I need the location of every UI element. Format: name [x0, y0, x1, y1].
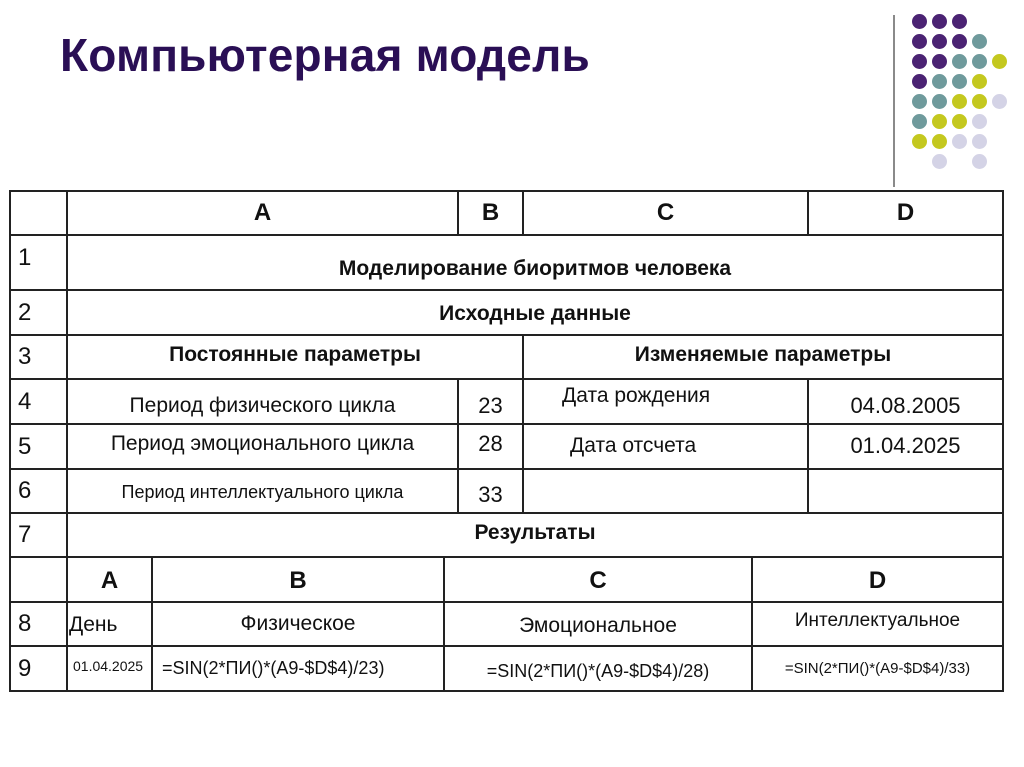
row-number: 9 — [18, 654, 32, 682]
results-col-header-d: D — [868, 567, 887, 594]
intellectual-label: Интеллектуальное — [794, 610, 961, 631]
results-label: Результаты — [474, 521, 596, 544]
day-label: День — [69, 613, 118, 636]
results-col-header-c: C — [589, 567, 607, 594]
row-number: 6 — [18, 477, 32, 504]
emotional-cycle-value: 28 — [478, 431, 503, 456]
decor-dot — [932, 14, 947, 29]
row-number: 4 — [18, 387, 32, 415]
row-number: 1 — [18, 244, 32, 271]
row-number: 5 — [18, 432, 32, 460]
decor-dot — [932, 74, 947, 89]
decor-dot — [972, 134, 987, 149]
intellectual-formula: =SIN(2*ПИ()*(A9-$D$4)/33) — [784, 659, 971, 677]
intellectual-cycle-value: 33 — [478, 482, 503, 507]
decor-dot — [932, 154, 947, 169]
decor-dot — [912, 74, 927, 89]
col-header-a: A — [253, 199, 272, 226]
birth-date-value: 04.08.2005 — [850, 393, 961, 418]
decor-dot — [952, 114, 967, 129]
decor-dot — [972, 34, 987, 49]
decor-dot — [952, 74, 967, 89]
decor-dot — [932, 94, 947, 109]
spreadsheet-table — [9, 190, 1004, 692]
reference-date-label: Дата отсчета — [570, 434, 697, 457]
row-number: 8 — [18, 610, 32, 637]
decor-dot — [972, 74, 987, 89]
decor-dot — [912, 14, 927, 29]
row-number: 7 — [18, 521, 32, 548]
col-header-d: D — [896, 199, 915, 226]
empty-cell-d6 — [808, 469, 1003, 513]
row-number: 2 — [18, 298, 32, 326]
decor-dot — [952, 94, 967, 109]
emotional-formula: =SIN(2*ПИ()*(A9-$D$4)/28) — [486, 660, 710, 681]
decor-dot — [992, 54, 1007, 69]
decor-dot — [932, 34, 947, 49]
page-title: Компьютерная модель — [60, 29, 590, 81]
physical-cycle-value: 23 — [478, 393, 503, 418]
day-value: 01.04.2025 — [73, 658, 144, 674]
decor-dot — [972, 114, 987, 129]
physical-cycle-label: Период физического цикла — [129, 394, 396, 417]
physical-label: Физическое — [240, 612, 356, 635]
emotional-cycle-label: Период эмоционального цикла — [110, 432, 415, 455]
decor-dot — [952, 134, 967, 149]
decor-dot — [932, 114, 947, 129]
decor-dot — [972, 54, 987, 69]
decor-dot — [952, 14, 967, 29]
empty-cell-c6 — [523, 469, 808, 513]
variable-params-label: Изменяемые параметры — [634, 343, 892, 366]
decor-dot — [972, 154, 987, 169]
decor-dot — [952, 34, 967, 49]
decor-dot — [912, 94, 927, 109]
decor-dot — [952, 54, 967, 69]
decor-divider — [893, 15, 895, 187]
decor-dot — [992, 94, 1007, 109]
decor-dot — [912, 134, 927, 149]
decor-dot — [972, 94, 987, 109]
row1-title: Моделирование биоритмов человека — [338, 257, 732, 280]
decor-dot — [912, 54, 927, 69]
birth-date-label: Дата рождения — [562, 384, 711, 407]
decor-dot — [932, 54, 947, 69]
col-header-c: C — [656, 199, 675, 226]
decor-dot — [912, 114, 927, 129]
decor-dot — [912, 34, 927, 49]
col-header-b: B — [481, 199, 500, 226]
physical-formula: =SIN(2*ПИ()*(A9-$D$4)/23) — [162, 657, 385, 678]
reference-date-value: 01.04.2025 — [850, 433, 961, 458]
emotional-label: Эмоциональное — [519, 614, 677, 637]
results-col-header-b: B — [289, 567, 307, 594]
row2-section-label: Исходные данные — [439, 302, 631, 325]
decor-dot — [932, 134, 947, 149]
row-number: 3 — [18, 343, 32, 370]
intellectual-cycle-label: Период интеллектуального цикла — [121, 481, 404, 502]
results-col-header-a: A — [100, 567, 119, 594]
constant-params-label: Постоянные параметры — [169, 343, 421, 366]
